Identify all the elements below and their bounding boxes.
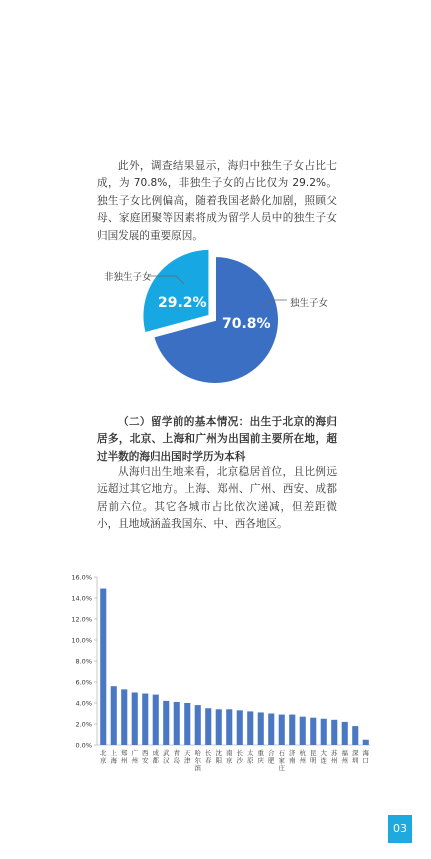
section-heading: （二）留学前的基本情况：出生于北京的海归居多，北京、上海和广州为出国前主要所在地，超过半数的海归出国时学历为本科 [97, 416, 337, 463]
x-tick-label: 沈 [215, 749, 222, 757]
bar-8 [184, 703, 190, 745]
y-tick-label: 8.0% [75, 657, 92, 666]
x-tick-label: 南 [226, 749, 233, 757]
bar-10 [205, 708, 211, 745]
bar-23 [342, 722, 348, 745]
x-tick-label: 滨 [194, 764, 201, 772]
x-tick-label: 汉 [163, 756, 170, 765]
x-tick-label: 太 [247, 749, 254, 757]
bar-5 [153, 695, 159, 745]
y-tick-label: 12.0% [71, 615, 92, 624]
x-tick-label: 连 [320, 756, 327, 765]
x-tick-label: 北 [100, 749, 107, 757]
x-tick-label: 州 [331, 756, 338, 765]
x-tick-label: 成 [152, 749, 159, 757]
x-tick-label: 原 [247, 756, 254, 765]
x-tick-label: 肥 [268, 756, 275, 765]
x-tick-label: 广 [131, 749, 138, 757]
bar-16 [268, 714, 274, 746]
x-tick-label: 庆 [257, 756, 264, 765]
bar-24 [352, 726, 358, 745]
pie-value-non-only-child: 29.2% [158, 295, 207, 311]
bar-22 [331, 720, 337, 745]
bar-19 [300, 717, 306, 745]
bar-20 [310, 718, 316, 745]
x-tick-label: 郑 [121, 749, 128, 757]
x-tick-label: 西 [142, 749, 149, 757]
x-tick-label: 沙 [236, 756, 243, 765]
x-tick-label: 杭 [299, 749, 306, 757]
bar-0 [100, 589, 106, 745]
x-tick-label: 长 [205, 749, 212, 757]
y-tick-label: 6.0% [75, 678, 92, 687]
x-tick-label: 州 [121, 756, 128, 765]
x-tick-label: 天 [184, 749, 191, 757]
y-tick-label: 14.0% [71, 594, 92, 603]
x-tick-label: 圳 [352, 756, 359, 765]
x-tick-label: 口 [362, 756, 369, 765]
bar-12 [226, 709, 232, 745]
bar-25 [363, 740, 369, 745]
bar-2 [121, 689, 127, 745]
pie-value-only-child: 70.8% [222, 316, 271, 332]
y-tick-label: 2.0% [75, 720, 92, 729]
x-tick-label: 家 [278, 756, 285, 765]
x-tick-label: 合 [268, 749, 275, 757]
y-tick-label: 10.0% [71, 636, 92, 645]
y-tick-label: 0.0% [75, 741, 92, 750]
y-tick-label: 16.0% [71, 573, 92, 582]
pie-label-only-child: 独生子女 [290, 298, 329, 309]
x-tick-label: 重 [257, 749, 264, 757]
x-tick-label: 都 [152, 756, 159, 765]
x-tick-label: 大 [320, 749, 327, 757]
bar-17 [279, 715, 285, 745]
page-number: 03 [388, 815, 412, 843]
bar-14 [247, 711, 253, 745]
y-tick-label: 4.0% [75, 699, 92, 708]
x-tick-label: 海 [110, 756, 117, 765]
bar-21 [321, 719, 327, 745]
bar-9 [195, 705, 201, 745]
x-tick-label: 上 [110, 749, 117, 757]
x-tick-label: 安 [142, 756, 149, 765]
x-tick-label: 哈 [194, 749, 201, 757]
pie-label-non-only-child: 非独生子女 [104, 272, 152, 283]
x-tick-label: 庄 [278, 764, 285, 772]
section-paragraph: 从海归出生地来看，北京稳居首位，且比例远远超过其它地方。上海、郑州、广州、西安、成都居前六位。其它各城市占比依次递减，但差距微小，且地域涵盖我国东、中、西各地区。 [97, 466, 337, 531]
x-tick-label: 津 [184, 756, 191, 765]
x-tick-label: 州 [131, 756, 138, 765]
bar-11 [216, 709, 222, 745]
x-tick-label: 福 [341, 749, 348, 757]
x-tick-label: 济 [289, 749, 296, 757]
x-tick-label: 春 [205, 756, 212, 765]
x-tick-label: 京 [226, 756, 233, 765]
bar-3 [132, 693, 138, 746]
x-tick-label: 苏 [331, 749, 338, 757]
bar-18 [289, 715, 295, 745]
bar-4 [142, 694, 148, 745]
x-tick-label: 京 [100, 756, 107, 765]
x-tick-label: 昆 [310, 749, 317, 757]
x-tick-label: 武 [163, 749, 170, 757]
bar-15 [258, 712, 264, 745]
x-tick-label: 岛 [173, 756, 180, 765]
x-tick-label: 长 [236, 749, 243, 757]
x-tick-label: 州 [299, 756, 306, 765]
intro-paragraph: 此外，调查结果显示，海归中独生子女占比七成，为 70.8%，非独生子女的占比仅为 29.2%。独生子女比例偏高，随着我国老龄化加剧，照顾父母、家庭团聚等因素将成为留学人员中的独生子女归国发展的重要原因。 [97, 160, 337, 242]
x-tick-label: 海 [362, 749, 369, 757]
x-tick-label: 石 [278, 749, 285, 757]
bar-13 [237, 710, 243, 745]
x-tick-label: 尔 [194, 756, 201, 765]
x-tick-label: 阳 [215, 756, 222, 765]
x-tick-label: 明 [310, 756, 317, 765]
bar-6 [163, 701, 169, 745]
bar-7 [174, 702, 180, 745]
x-tick-label: 南 [289, 756, 296, 765]
x-tick-label: 深 [352, 749, 359, 757]
bar-1 [111, 686, 117, 745]
x-tick-label: 州 [341, 756, 348, 765]
x-tick-label: 青 [173, 749, 180, 757]
